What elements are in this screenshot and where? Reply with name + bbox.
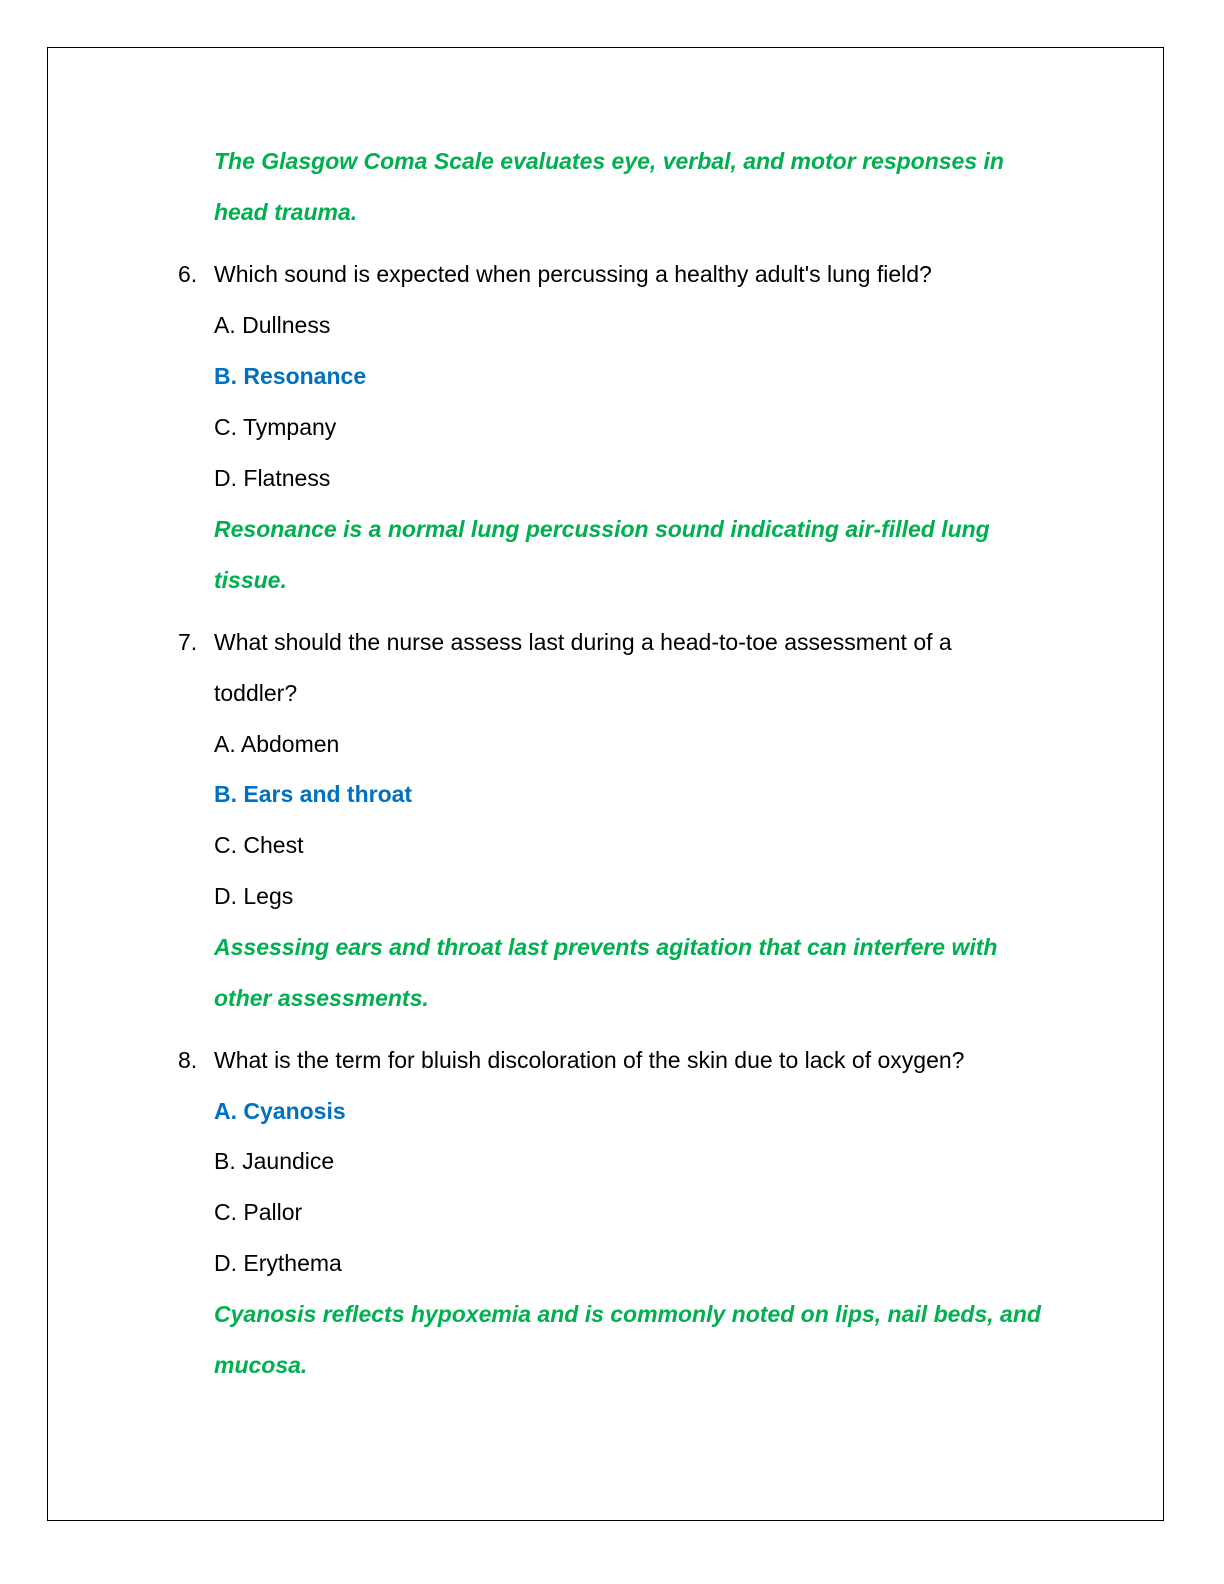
question-6-number: 6. xyxy=(178,261,198,287)
intro-explanation-line-2: head trauma. xyxy=(214,199,358,225)
question-7-option-c: C. Chest xyxy=(214,832,304,858)
question-7-option-a: A. Abdomen xyxy=(214,731,340,757)
question-8-option-c: C. Pallor xyxy=(214,1199,303,1225)
question-6-text: Which sound is expected when percussing a healthy adult's lung field? xyxy=(214,261,932,287)
question-7-number: 7. xyxy=(178,629,198,655)
question-8-option-b: B. Jaundice xyxy=(214,1148,335,1174)
question-8-option-a-correct: A. Cyanosis xyxy=(214,1098,346,1124)
question-7-explanation-line-2: other assessments. xyxy=(214,985,429,1011)
question-8-explanation-line-2: mucosa. xyxy=(214,1352,308,1378)
question-8-number: 8. xyxy=(178,1047,198,1073)
question-6-option-d: D. Flatness xyxy=(214,465,331,491)
question-6-option-b-correct: B. Resonance xyxy=(214,363,367,389)
question-7-option-d: D. Legs xyxy=(214,883,294,909)
question-7-option-b-correct: B. Ears and throat xyxy=(214,781,413,807)
question-6-option-a: A. Dullness xyxy=(214,312,331,338)
question-7-text-line-1: What should the nurse assess last during a head-to-toe assessment of a xyxy=(214,629,952,655)
question-8-option-d: D. Erythema xyxy=(214,1250,342,1276)
question-8-explanation-line-1: Cyanosis reflects hypoxemia and is commonly noted on lips, nail beds, and xyxy=(214,1301,1041,1327)
question-7-explanation-line-1: Assessing ears and throat last prevents agitation that can interfere with xyxy=(214,934,998,960)
question-6-option-c: C. Tympany xyxy=(214,414,337,440)
question-6-explanation-line-1: Resonance is a normal lung percussion sound indicating air-filled lung xyxy=(214,516,990,542)
question-8-text: What is the term for bluish discoloration of the skin due to lack of oxygen? xyxy=(214,1047,965,1073)
intro-explanation-line-1: The Glasgow Coma Scale evaluates eye, verbal, and motor responses in xyxy=(214,148,1004,174)
question-7-text-line-2: toddler? xyxy=(214,680,298,706)
question-6-explanation-line-2: tissue. xyxy=(214,567,287,593)
